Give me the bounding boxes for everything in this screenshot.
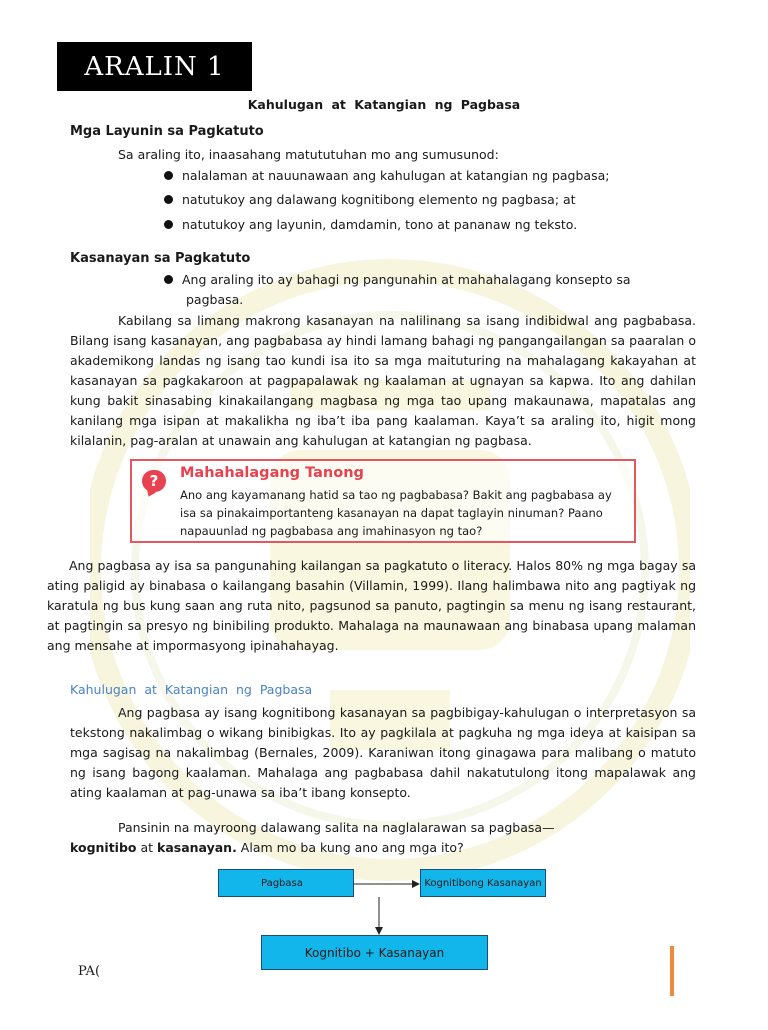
skills-paragraph: Kabilang sa limang makrong kasanayan na nalilinang sa isang indibidwal ang pagbabasa. Bilang isang kasanayan, ang pagbabasa ay hindi lamang bahagi ng pangangailangan sa paaralan o akademikong landas ng isang tao kundi isa ito sa mga maituturing na mahalagang kakayahan at kasanayan sa pagkakaroon at pagpapalawak ng kaalaman at ugnayan sa kapwa. Ito ang dahilan kung bakit sinasabing kinakailangang magbasa ng mga tao upang makaunawa, mapatalas ang kanilang mga isipan at makalikha ng iba’t iba pang kaalaman. Kaya’t sa araling ito, higit mong kilalanin, pag-aralan at unawain ang kahulugan at katangian ng pagbasa. <box>70 313 696 448</box>
diagram-box-kognitibo-kasanayan: Kognitibo + Kasanayan <box>261 935 488 970</box>
objectives-heading: Mga Layunin sa Pagkatuto <box>70 124 264 139</box>
lesson-label: ARALIN 1 <box>57 42 252 91</box>
skills-heading: Kasanayan sa Pagkatuto <box>70 251 251 266</box>
term-kasanayan: kasanayan. <box>157 840 237 855</box>
objectives-intro: Sa araling ito, inaasahang matututuhan mo ang sumusunod: <box>118 147 499 162</box>
terms-line: kognitibo at kasanayan. Alam mo ba kung ano ang mga ito? <box>70 840 464 855</box>
question-box-text: Ano ang kayamanang hatid sa tao ng pagbabasa? Bakit ang pagbabasa ay isa sa pinakaimportanteng kasanayan na dapat taglayin ninuman? Paano napauunlad ng pagbabasa ang imahinasyon ng tao? <box>180 488 612 538</box>
literacy-paragraph: Ang pagbasa ay isa sa pangunahing kailangan sa pagkatuto o literacy. Halos 80% ng mga bagay sa ating paligid ay binabasa o kailangang basahin (Villamin, 1999). Ilang halimbawa nito ang pagtiyak ng karatula ng bus kung saan ang ruta nito, pagsunod sa panuto, pagtingin sa menu ng isang restaurant, at pagtingin sa presyo ng binibiling produkto. Mahalaga na maunawaan ang binabasa upang malaman ang mensahe at impormasyong ipinahahayag. <box>47 558 696 653</box>
arrow-right-icon <box>354 876 420 892</box>
objective-item: nalalaman at nauunawaan ang kahulugan at katangian ng pagbasa; <box>182 168 609 183</box>
document-title: Kahulugan at Katangian ng Pagbasa <box>247 97 521 112</box>
objective-item: natutukoy ang dalawang kognitibong elemento ng pagbasa; at <box>182 192 576 207</box>
essential-question-box <box>130 459 636 543</box>
question-icon: ? <box>142 470 166 492</box>
question-box-title: Mahahalagang Tanong <box>180 465 364 481</box>
bullet-icon <box>164 195 173 204</box>
diagram-box-pagbasa: Pagbasa <box>218 869 354 897</box>
bullet-icon <box>164 220 173 229</box>
bullet-icon <box>164 171 173 180</box>
orange-page-marker <box>670 946 674 996</box>
arrow-down-icon <box>371 897 387 935</box>
skills-bullet-continuation: pagbasa. <box>186 292 244 307</box>
objective-item: natutukoy ang layunin, damdamin, tono at pananaw ng teksto. <box>182 217 577 232</box>
page-label: PA( <box>78 964 101 979</box>
diagram-box-kognitibong-kasanayan: Kognitibong Kasanayan <box>420 869 546 897</box>
term-kognitibo: kognitibo <box>70 840 137 855</box>
skills-bullet: Ang araling ito ay bahagi ng pangunahin at mahahalagang konsepto sa <box>182 272 631 287</box>
definition-heading: Kahulugan at Katangian ng Pagbasa <box>70 682 313 697</box>
notice-line: Pansinin na mayroong dalawang salita na naglalarawan sa pagbasa— <box>118 820 555 835</box>
bullet-icon <box>164 275 173 284</box>
definition-paragraph: Ang pagbasa ay isang kognitibong kasanayan sa pagbibigay-kahulugan o interpretasyon sa tekstong nakalimbag o wikang binibigkas. Ito ay pagkilala at pagkuha ng mga ideya at kaisipan sa mga sagisag na nakalimbag (Bernales, 2009). Karaniwan itong ginagawa para malibang o matuto ng isang bagong kaalaman. Mahalaga ang pagbabasa dahil nakatutulong itong mapalawak ang ating kaalaman at pag-unawa sa iba’t ibang konsepto. <box>70 705 696 800</box>
